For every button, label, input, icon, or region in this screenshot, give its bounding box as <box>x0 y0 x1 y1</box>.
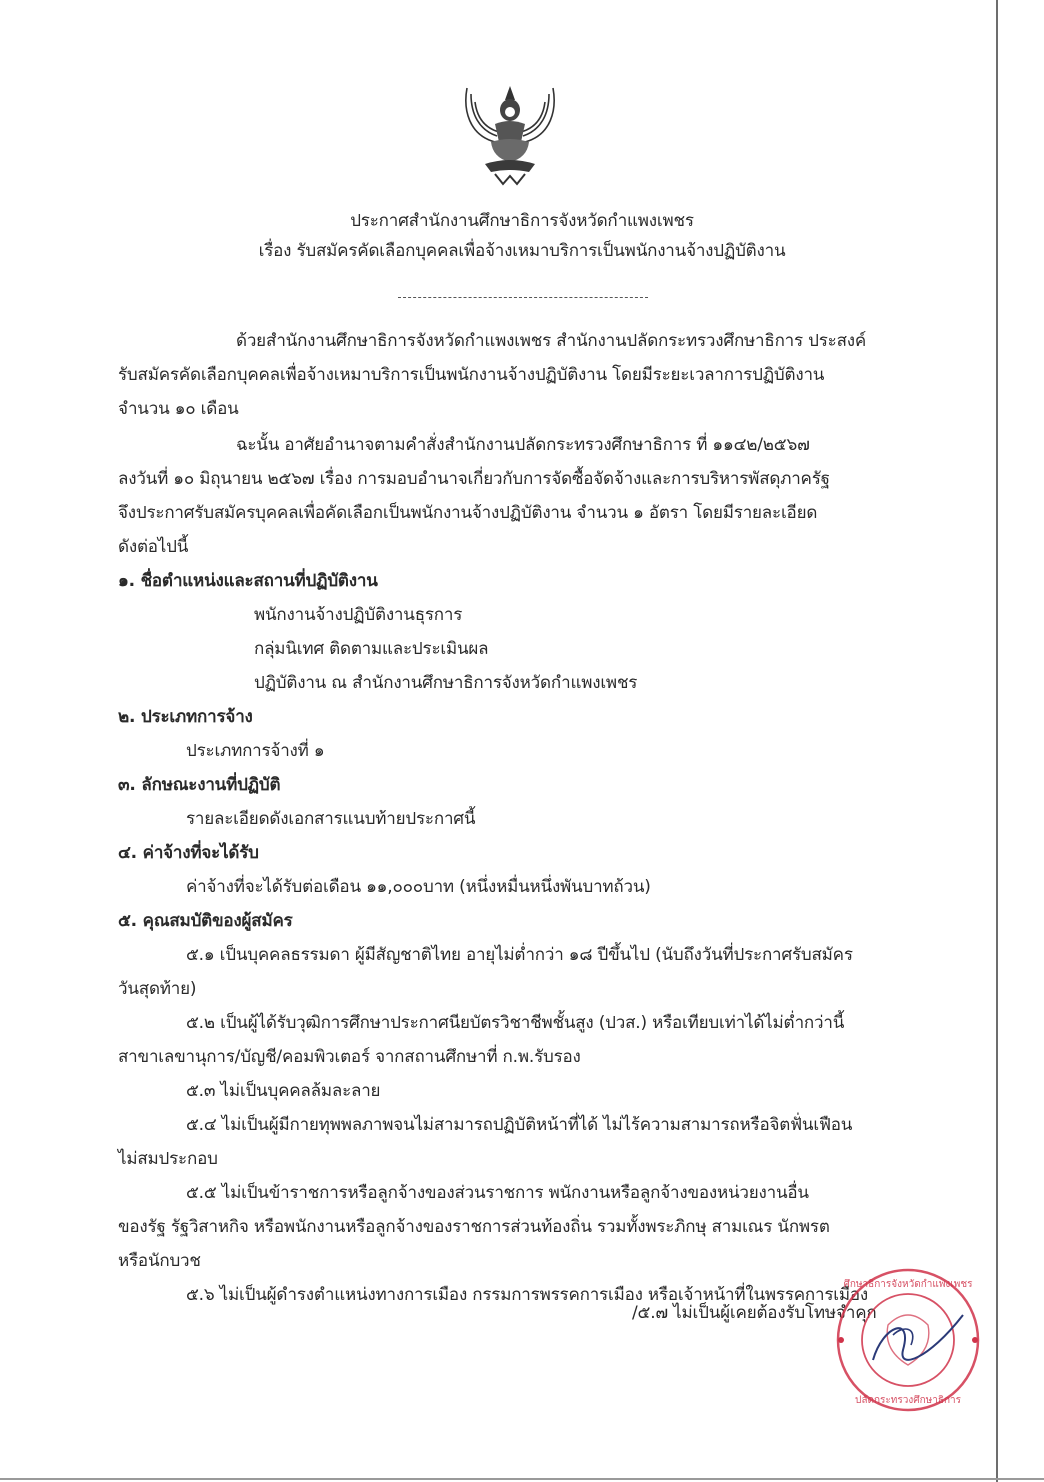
section-heading: ๑. ชื่อตำแหน่งและสถานที่ปฏิบัติงาน <box>118 571 378 591</box>
scan-border-line <box>0 1478 1044 1480</box>
section-line: ค่าจ้างที่จะได้รับต่อเดือน ๑๑,๐๐๐บาท (หนึ่งหมื่นหนึ่งพันบาทถ้วน) <box>186 877 651 897</box>
paragraph-line: ฉะนั้น อาศัยอำนาจตามคำสั่งสำนักงานปลัดกระทรวงศึกษาธิการ ที่ ๑๑๔๒/๒๕๖๗ <box>236 435 810 455</box>
section-heading: ๕. คุณสมบัติของผู้สมัคร <box>118 911 293 931</box>
qualification-line: ๕.๔ ไม่เป็นผู้มีกายทุพพลภาพจนไม่สามารถปฏิบัติหน้าที่ได้ ไม่ไร้ความสามารถหรือจิตฟั่นเฟือน <box>186 1115 853 1135</box>
svg-text:ศึกษาธิการจังหวัดกำแพงเพชร: ศึกษาธิการจังหวัดกำแพงเพชร <box>843 1279 973 1290</box>
qualification-line: สาขาเลขานุการ/บัญชี/คอมพิวเตอร์ จากสถานศึกษาที่ ก.พ.รับรอง <box>118 1047 581 1067</box>
title-divider <box>398 297 648 298</box>
section-line: กลุ่มนิเทศ ติดตามและประเมินผล <box>254 639 489 659</box>
qualification-line: หรือนักบวช <box>118 1251 201 1271</box>
section-heading: ๒. ประเภทการจ้าง <box>118 707 253 727</box>
qualification-line: วันสุดท้าย) <box>118 979 197 999</box>
continuation-marker: /๕.๗ ไม่เป็นผู้เคยต้องรับโทษจำคุก <box>632 1303 877 1323</box>
qualification-line: ๕.๕ ไม่เป็นข้าราชการหรือลูกจ้างของส่วนราชการ พนักงานหรือลูกจ้างของหน่วยงานอื่น <box>186 1183 809 1203</box>
section-heading: ๔. ค่าจ้างที่จะได้รับ <box>118 843 259 863</box>
section-line: ประเภทการจ้างที่ ๑ <box>186 741 325 761</box>
section-line: รายละเอียดดังเอกสารแนบท้ายประกาศนี้ <box>186 809 476 829</box>
announcement-subject: เรื่อง รับสมัครคัดเลือกบุคคลเพื่อจ้างเหมาบริการเป็นพนักงานจ้างปฏิบัติงาน <box>258 241 786 261</box>
section-line: ปฏิบัติงาน ณ สำนักงานศึกษาธิการจังหวัดกำแพงเพชร <box>254 673 638 693</box>
qualification-line: ไม่สมประกอบ <box>118 1149 218 1169</box>
official-seal-stamp-icon <box>833 1265 983 1415</box>
svg-text:ปลัดกระทรวงศึกษาธิการ: ปลัดกระทรวงศึกษาธิการ <box>855 1395 961 1406</box>
qualification-line: ๕.๒ เป็นผู้ได้รับวุฒิการศึกษาประกาศนียบัตรวิชาชีพชั้นสูง (ปวส.) หรือเทียบเท่าได้ไม่ต่ำกว่านี้ <box>186 1013 845 1033</box>
paragraph-line: รับสมัครคัดเลือกบุคคลเพื่อจ้างเหมาบริการเป็นพนักงานจ้างปฏิบัติงาน โดยมีระยะเวลาการปฏิบัติงาน <box>118 365 825 385</box>
garuda-emblem-icon <box>455 80 565 190</box>
paragraph-line: ด้วยสำนักงานศึกษาธิการจังหวัดกำแพงเพชร สำนักงานปลัดกระทรวงศึกษาธิการ ประสงค์ <box>236 331 867 351</box>
qualification-line: ของรัฐ รัฐวิสาหกิจ หรือพนักงานหรือลูกจ้างของราชการส่วนท้องถิ่น รวมทั้งพระภิกษุ สามเณร นักพรต <box>118 1217 830 1237</box>
qualification-line: ๕.๓ ไม่เป็นบุคคลล้มละลาย <box>186 1081 381 1101</box>
qualification-line: ๕.๑ เป็นบุคคลธรรมดา ผู้มีสัญชาติไทย อายุไม่ต่ำกว่า ๑๘ ปีขึ้นไป (นับถึงวันที่ประกาศรับสมัคร <box>186 945 853 965</box>
section-line: พนักงานจ้างปฏิบัติงานธุรการ <box>254 605 463 625</box>
paragraph-line: จำนวน ๑๐ เดือน <box>118 399 239 419</box>
paragraph-line: ดังต่อไปนี้ <box>118 537 189 557</box>
qualification-line: ๕.๖ ไม่เป็นผู้ดำรงตำแหน่งทางการเมือง กรรมการพรรคการเมือง หรือเจ้าหน้าที่ในพรรคการเมือง <box>186 1285 869 1305</box>
paragraph-line: ลงวันที่ ๑๐ มิถุนายน ๒๕๖๗ เรื่อง การมอบอำนาจเกี่ยวกับการจัดซื้อจัดจ้างและการบริหารพัสดุภาครัฐ <box>118 469 830 489</box>
announcement-title: ประกาศสำนักงานศึกษาธิการจังหวัดกำแพงเพชร <box>350 211 694 231</box>
section-heading: ๓. ลักษณะงานที่ปฏิบัติ <box>118 775 281 795</box>
paragraph-line: จึงประกาศรับสมัครบุคคลเพื่อคัดเลือกเป็นพนักงานจ้างปฏิบัติงาน จำนวน ๑ อัตรา โดยมีรายละเอียด <box>118 503 818 523</box>
